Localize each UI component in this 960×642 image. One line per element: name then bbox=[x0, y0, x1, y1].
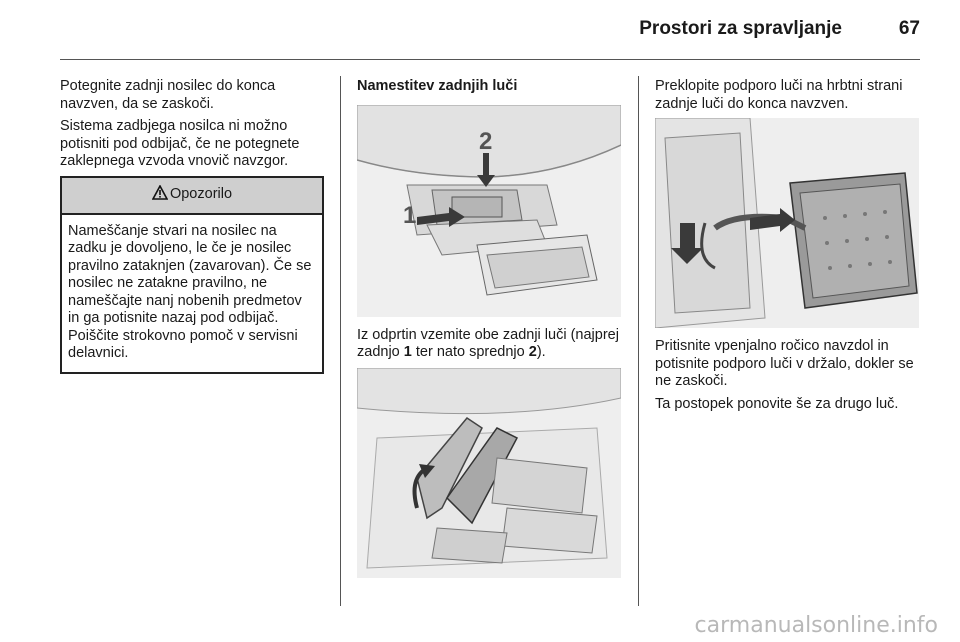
warning-title: Opozorilo bbox=[169, 186, 233, 203]
figure-fold-support-drawing bbox=[655, 118, 919, 328]
warning-header bbox=[62, 178, 322, 215]
warning-text: Nameščanje stvari na nosilec na zadku je dovoljeno, le če je nosilec pravilno zataknjen (zavarovan). Če se nosilec ne zatakne pravilno, ne nameščajte nanj nobenih predmetov in ga potisnite nazaj pod odbijač. Poiščite strokovno pomoč v servisni delavnici. bbox=[68, 222, 312, 361]
figure-remove-lights bbox=[357, 105, 621, 317]
figure-label-1: 1 bbox=[403, 201, 417, 229]
paragraph-fold-support: Preklopite podporo luči na hrbtni strani zadnje luči do konca navzven. bbox=[655, 78, 903, 112]
figure-label-2: 2 bbox=[479, 127, 493, 155]
column-left bbox=[60, 78, 328, 374]
figure-fold-support bbox=[655, 118, 919, 328]
watermark: carmanualsonline.info bbox=[694, 613, 938, 638]
caption-part-3: ). bbox=[536, 344, 546, 360]
column-middle bbox=[357, 78, 625, 578]
paragraph-repeat: Ta postopek ponovite še za drugo luč. bbox=[655, 395, 899, 412]
paragraph-press-lever: Pritisnite vpenjalno ročico navzdol in potisnite podporo luči v držalo, dokler se ne zaskoči. bbox=[655, 338, 914, 389]
paragraph-carrier-lock: Sistema zadbjega nosilca ni možno potisniti pod odbijač, če ne potegnete zaklepnega vzvoda vnovič navzgor. bbox=[60, 118, 300, 169]
figure-remove-lights-drawing bbox=[357, 105, 621, 317]
header-divider bbox=[60, 59, 920, 60]
caption-number-1: 1 bbox=[403, 344, 412, 360]
warning-triangle-icon bbox=[152, 185, 168, 206]
figure-light-holder bbox=[357, 368, 621, 578]
column-divider-1 bbox=[340, 76, 341, 606]
section-heading: Namestitev zadnjih luči bbox=[357, 78, 518, 94]
column-right bbox=[655, 78, 923, 418]
caption-number-2: 2 bbox=[528, 344, 537, 360]
column-divider-2 bbox=[638, 76, 639, 606]
caption-remove-lights bbox=[357, 327, 625, 362]
figure-light-holder-drawing bbox=[357, 368, 621, 578]
page-header-title: Prostori za spravljanje bbox=[639, 18, 842, 39]
caption-part-2: ter nato sprednjo bbox=[411, 344, 529, 360]
page-number: 67 bbox=[898, 18, 920, 39]
caption-part-1: Iz odprtin vzemite obe zadnji luči (najprej zadnjo bbox=[357, 326, 619, 360]
warning-box bbox=[60, 176, 324, 374]
paragraph-pull-carrier: Potegnite zadnji nosilec do konca navzven, da se zaskoči. bbox=[60, 78, 276, 112]
